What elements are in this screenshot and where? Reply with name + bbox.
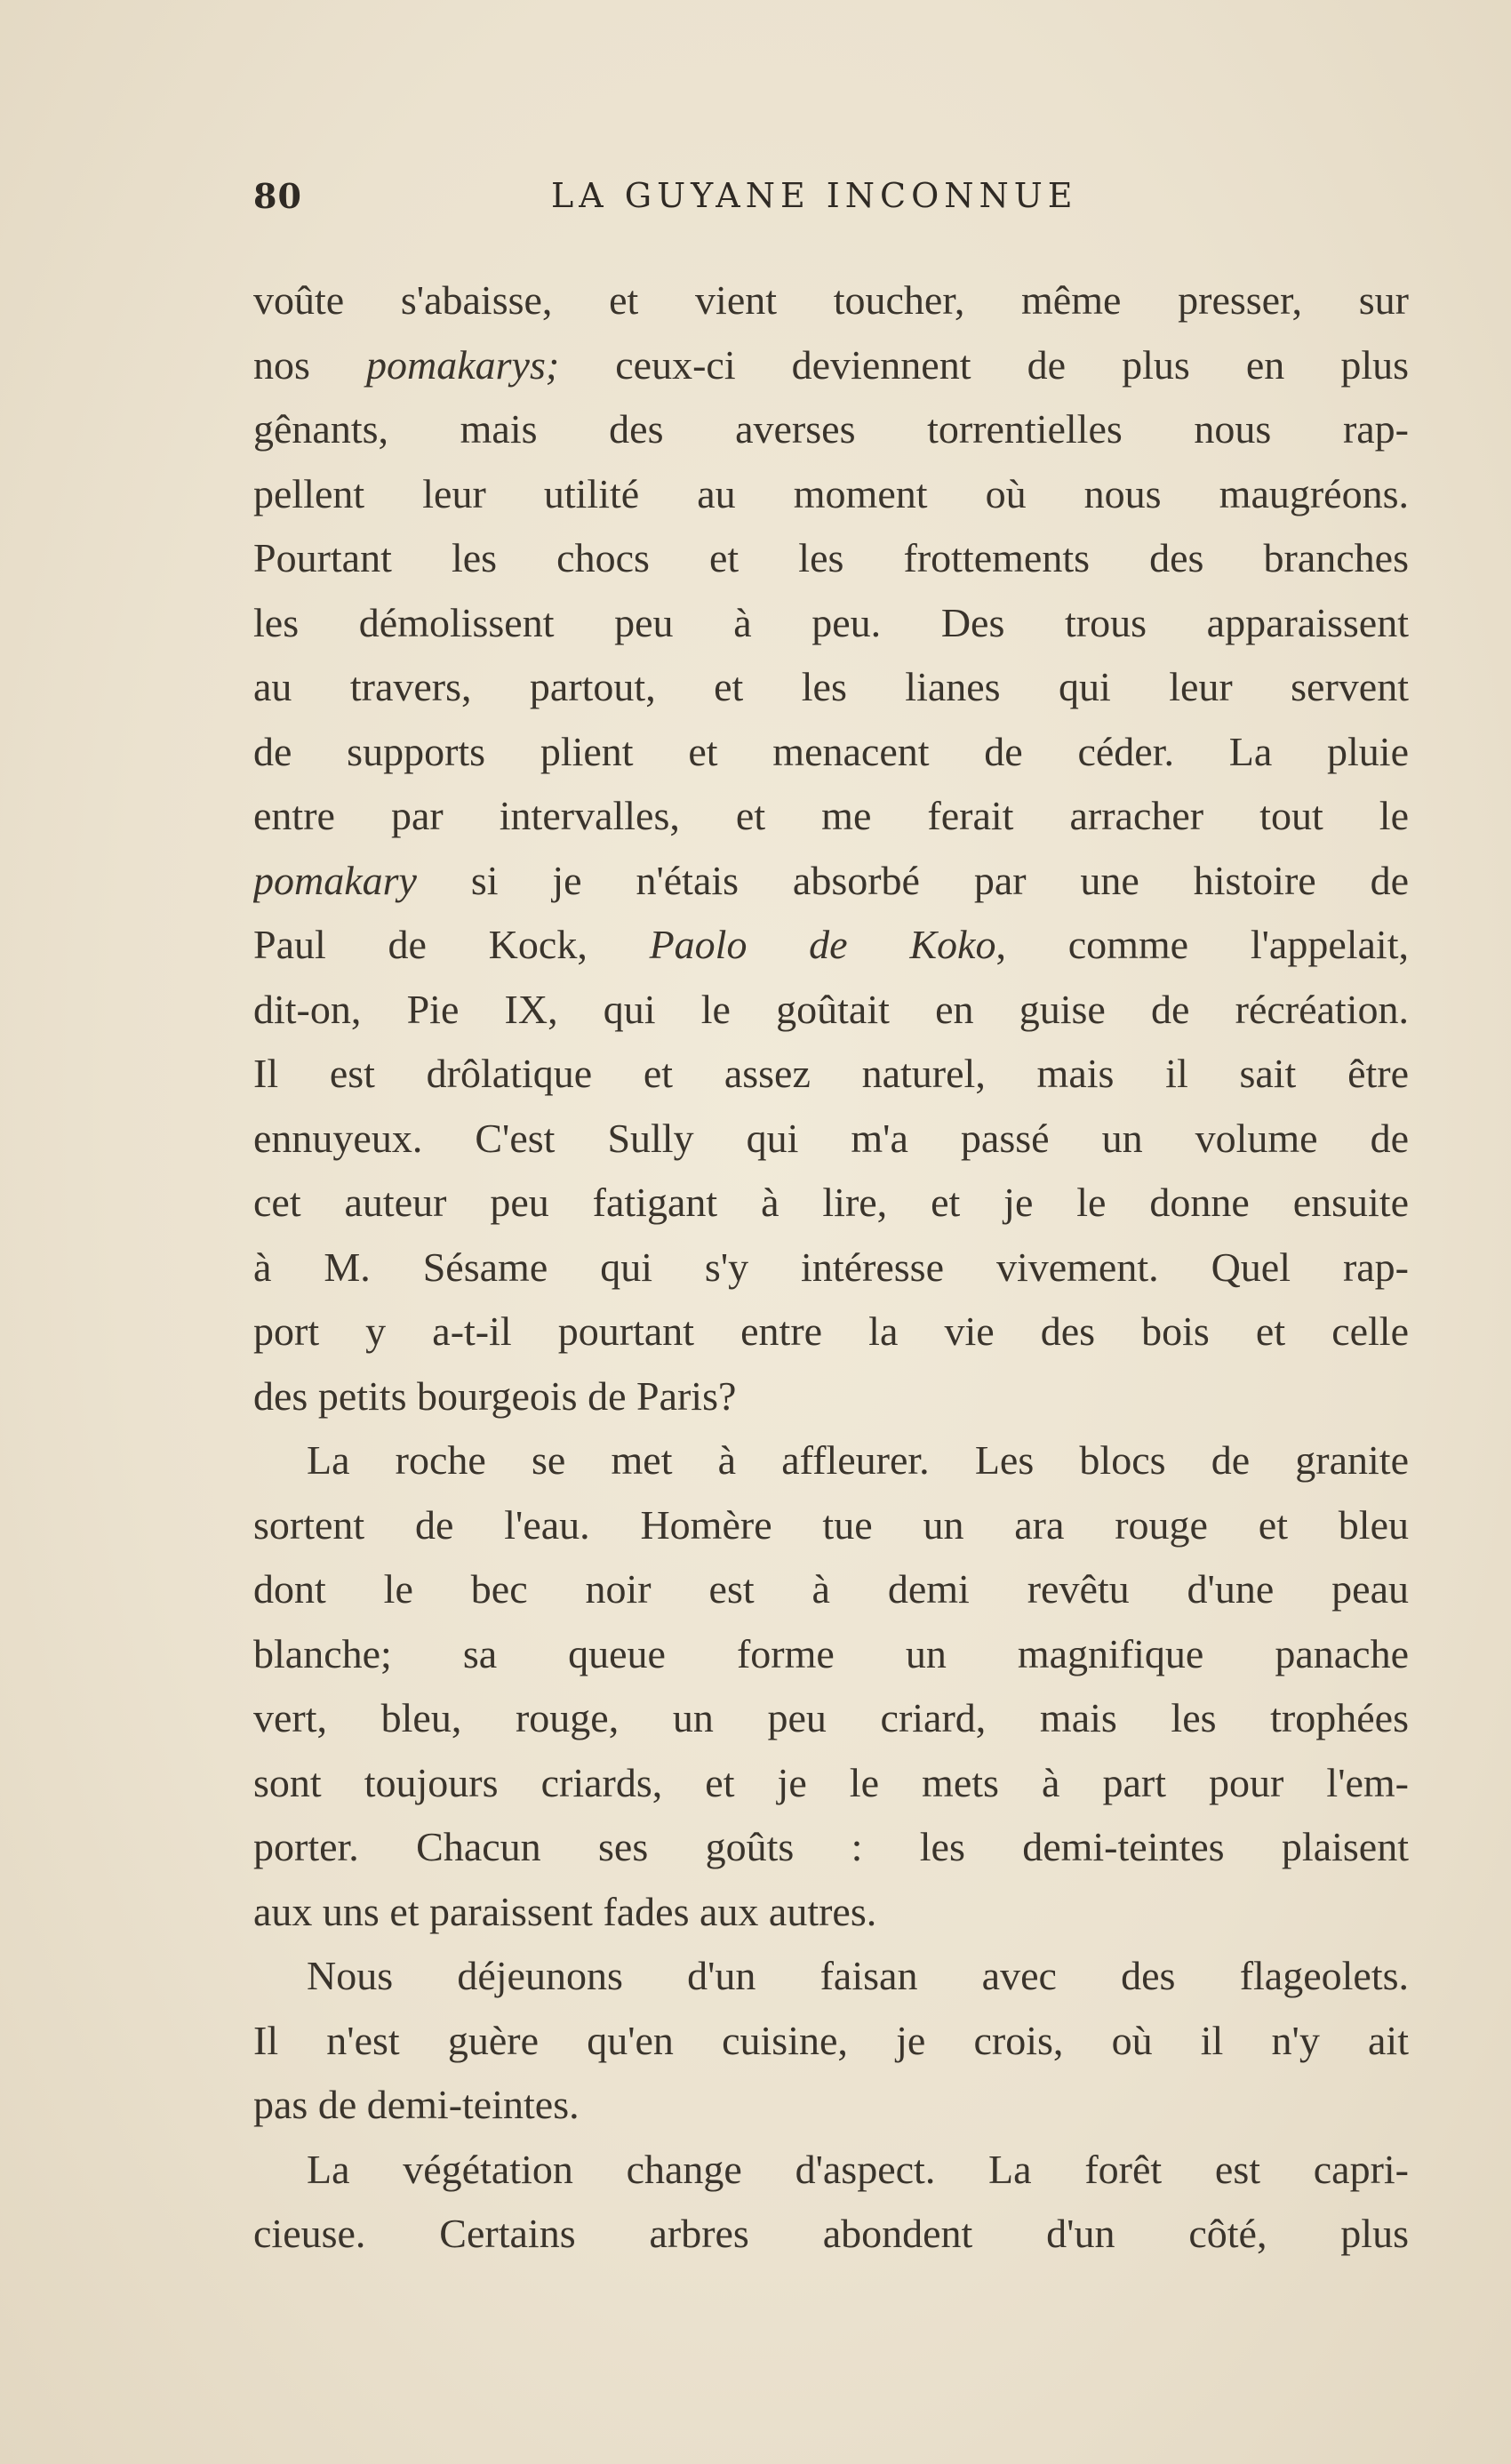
text-line: [253, 1751, 1409, 1816]
text-line: [253, 2073, 1409, 2138]
text-segment: les démolissent peu à peu. Des trous apparaissent: [253, 599, 1409, 645]
page-header: [253, 176, 1409, 238]
text-segment: des petits bourgeois de Paris?: [253, 1372, 737, 1419]
text-segment: pas de demi-teintes.: [253, 2082, 580, 2127]
text-line: [253, 1686, 1409, 1751]
text-segment: La végétation change d'aspect. La forêt est capri-: [307, 2146, 1409, 2192]
text-segment: si je n'étais absorbé par une histoire de: [416, 857, 1409, 903]
text-segment: La roche se met à affleurer. Les blocs de granite: [307, 1437, 1409, 1483]
text-line: [253, 1428, 1409, 1493]
text-segment: voûte s'abaisse, et vient toucher, même presser, sur: [253, 277, 1409, 323]
text-line: [253, 268, 1409, 333]
text-segment: Nous déjeunons d'un faisan avec des flageolets.: [307, 1953, 1409, 1998]
italic-text: pomakarys;: [365, 341, 560, 388]
text-segment: Paul de Kock,: [253, 922, 650, 967]
text-segment: Il est drôlatique et assez naturel, mais il sait être: [253, 1051, 1409, 1096]
text-line: [253, 1171, 1409, 1236]
text-segment: dit-on, Pie IX, qui le goûtait en guise de récréation.: [253, 986, 1409, 1032]
text-line: [253, 591, 1409, 656]
text-line: [253, 784, 1409, 849]
text-segment: blanche; sa queue forme un magnifique panache: [253, 1630, 1409, 1676]
text-segment: , comme l'appelait,: [995, 922, 1409, 967]
text-segment: au travers, partout, et les lianes qui leur servent: [253, 664, 1409, 709]
text-line: [253, 1815, 1409, 1880]
text-line: [253, 1364, 1409, 1429]
text-line: [253, 333, 1409, 398]
text-segment: entre par intervalles, et me ferait arracher tout le: [253, 793, 1409, 838]
text-line: [253, 2138, 1409, 2203]
page-number: 80: [253, 176, 302, 216]
text-line: [253, 462, 1409, 527]
text-segment: cet auteur peu fatigant à lire, et je le donne ensuite: [253, 1180, 1409, 1225]
text-segment: nos: [253, 341, 366, 388]
text-line: [253, 397, 1409, 462]
text-segment: de supports plient et menacent de céder. La pluie: [253, 728, 1409, 774]
italic-text: pomakary: [253, 857, 417, 903]
text-line: [253, 1493, 1409, 1558]
text-line: [253, 1300, 1409, 1364]
text-segment: vert, bleu, rouge, un peu criard, mais les trophées: [253, 1695, 1409, 1740]
text-segment: Pourtant les chocs et les frottements des branches: [253, 535, 1409, 580]
text-line: [253, 1622, 1409, 1687]
text-segment: ennuyeux. C'est Sully qui m'a passé un volume de: [253, 1115, 1409, 1161]
text-segment: port y a-t-il pourtant entre la vie des bois et celle: [253, 1308, 1409, 1354]
text-line: [253, 1236, 1409, 1300]
text-segment: gênants, mais des averses torrentielles nous rap-: [253, 406, 1409, 452]
italic-text: Paolo de Koko: [649, 922, 996, 967]
running-title: LA GUYANE INCONNUE: [551, 176, 1078, 215]
text-segment: à M. Sésame qui s'y intéresse vivement. Quel rap-: [253, 1244, 1409, 1290]
text-segment: dont le bec noir est à demi revêtu d'une peau: [253, 1566, 1409, 1612]
text-line: [253, 526, 1409, 591]
body-text: [253, 268, 1409, 2267]
text-segment: pellent leur utilité au moment où nous maugréons.: [253, 470, 1409, 516]
text-segment: sortent de l'eau. Homère tue un ara rouge et bleu: [253, 1501, 1409, 1548]
text-line: [253, 720, 1409, 785]
text-line: [253, 1107, 1409, 1172]
text-line: [253, 655, 1409, 720]
text-line: [253, 1042, 1409, 1107]
text-line: [253, 1557, 1409, 1622]
text-line: [253, 913, 1409, 978]
text-segment: porter. Chacun ses goûts : les demi-teintes plaisent: [253, 1824, 1409, 1869]
text-line: [253, 1944, 1409, 2009]
text-line: [253, 849, 1409, 914]
text-line: [253, 1880, 1409, 1945]
text-segment: Il n'est guère qu'en cuisine, je crois, où il n'y ait: [253, 2017, 1409, 2063]
text-segment: sont toujours criards, et je le mets à part pour l'em-: [253, 1759, 1409, 1805]
text-segment: ceux-ci deviennent de plus en plus: [559, 341, 1409, 388]
text-line: [253, 2202, 1409, 2267]
text-line: [253, 2009, 1409, 2074]
text-line: [253, 978, 1409, 1043]
text-segment: aux uns et paraissent fades aux autres.: [253, 1888, 877, 1934]
text-segment: cieuse. Certains arbres abondent d'un côté, plus: [253, 2211, 1409, 2256]
